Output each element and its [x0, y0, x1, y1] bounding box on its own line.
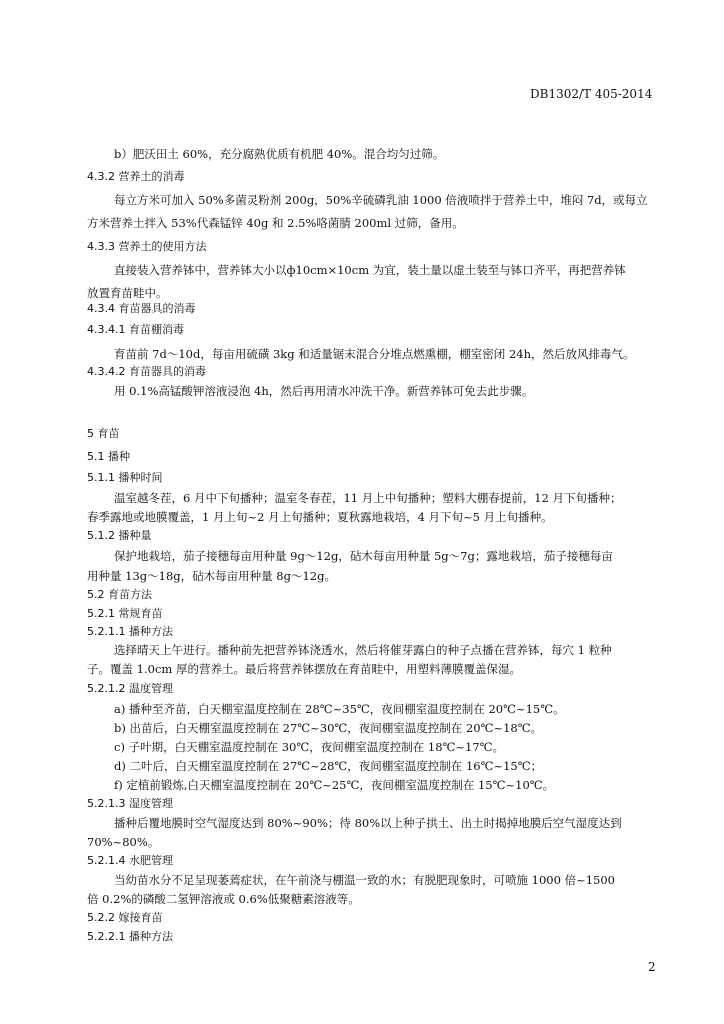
- section-heading: 5.2.1.1 播种方法: [87, 625, 173, 638]
- body-text: 放置育苗畦中。: [87, 286, 168, 300]
- section-heading: 5.2.1.2 温度管理: [87, 682, 173, 695]
- body-text: 播种后覆地膜时空气湿度达到 80%~90%；待 80%以上种子拱土、出土时揭掉地膜后空气湿度达到: [114, 816, 622, 830]
- body-text: 春季露地或地膜覆盖，1 月上旬~2 月上旬播种；夏秋露地栽培，4 月下旬~5 月上旬播种。: [87, 510, 553, 524]
- section-heading: 4.3.3 营养土的使用方法: [87, 240, 207, 253]
- body-text: 子。覆盖 1.0cm 厚的营养土。最后将营养钵摆放在育苗畦中，用塑料薄膜覆盖保湿。: [87, 662, 521, 676]
- list-item: c) 子叶期，白天棚室温度控制在 30℃，夜间棚室温度控制在 18℃~17℃。: [114, 740, 505, 754]
- body-text: b）肥沃田土 60%，充分腐熟优质有机肥 40%。混合均匀过筛。: [114, 147, 445, 161]
- section-heading: 5.2.2 嫁接育苗: [87, 911, 163, 924]
- section-heading: 5.2.2.1 播种方法: [87, 930, 173, 943]
- list-item: b) 出苗后，白天棚室温度控制在 27℃~30℃，夜间棚室温度控制在 20℃~18℃。: [114, 721, 543, 735]
- section-heading: 5.1.2 播种量: [87, 529, 152, 542]
- body-text: 选择晴天上午进行。播种前先把营养钵浇透水，然后将催芽露白的种子点播在营养钵，每穴 1 粒种: [114, 643, 612, 657]
- body-text: 用种量 13g～18g，砧木每亩用种量 8g～12g。: [87, 569, 336, 583]
- body-text: 70%~80%。: [87, 835, 160, 849]
- body-text: 直接装入营养钵中，营养钵大小以ф10cm×10cm 为宜，装土量以虚土装至与钵口齐平，再把营养钵: [114, 263, 626, 277]
- body-text: 方米营养土拌入 53%代森锰锌 40g 和 2.5%咯菌腈 200ml 过筛，备用。: [87, 216, 464, 230]
- section-heading: 4.3.4.2 育苗器具的消毒: [87, 365, 206, 378]
- section-heading: 5.2.1.4 水肥管理: [87, 854, 173, 867]
- section-heading: 4.3.4 育苗器具的消毒: [87, 302, 196, 315]
- list-item: a) 播种至齐苗，白天棚室温度控制在 28℃~35℃，夜间棚室温度控制在 20℃~15℃。: [114, 702, 565, 716]
- section-heading: 5.2.1.3 湿度管理: [87, 797, 173, 810]
- body-text: 用 0.1%高锰酸钾溶液浸泡 4h，然后再用清水冲洗干净。新营养钵可免去此步骤。: [114, 384, 534, 398]
- section-heading: 4.3.4.1 育苗棚消毒: [87, 323, 184, 336]
- chapter-heading: 5 育苗: [87, 427, 120, 440]
- body-text: 保护地栽培，茄子接穗每亩用种量 9g～12g，砧木每亩用种量 5g～7g；露地栽培，茄子接穗每亩: [114, 549, 613, 563]
- body-text: 育苗前 7d～10d，每亩用硫磺 3kg 和适量锯末混合分堆点燃熏棚，棚室密闭 24h，然后放风排毒气。: [114, 347, 635, 361]
- body-text: 倍 0.2%的磷酸二氢钾溶液或 0.6%低聚糖素溶液等。: [87, 892, 360, 906]
- section-heading: 4.3.2 营养土的消毒: [87, 170, 185, 183]
- list-item: d) 二叶后，白天棚室温度控制在 27℃~28℃，夜间棚室温度控制在 16℃~15℃；: [114, 759, 543, 773]
- body-text: 当幼苗水分不足呈现萎蔫症状，在午前浇与棚温一致的水；有脱肥现象时，可喷施 1000 倍~1500: [114, 873, 615, 887]
- body-text: 温室越冬茬，6 月中下旬播种；温室冬春茬，11 月上中旬播种；塑料大棚春提前，12 月下旬播种；: [114, 491, 622, 505]
- section-heading: 5.1 播种: [87, 450, 130, 463]
- page-number: 2: [648, 960, 656, 974]
- list-item: f) 定植前锻炼,白天棚室温度控制在 20℃~25℃，夜间棚室温度控制在 15℃~10℃。: [114, 778, 555, 792]
- section-heading: 5.2 育苗方法: [87, 588, 152, 601]
- document-code: DB1302/T 405-2014: [530, 87, 653, 101]
- body-text: 每立方米可加入 50%多菌灵粉剂 200g，50%辛硫磷乳油 1000 倍液喷拌于营养土中，堆闷 7d，或每立: [114, 193, 648, 207]
- section-heading: 5.2.1 常规育苗: [87, 607, 163, 620]
- section-heading: 5.1.1 播种时间: [87, 471, 163, 484]
